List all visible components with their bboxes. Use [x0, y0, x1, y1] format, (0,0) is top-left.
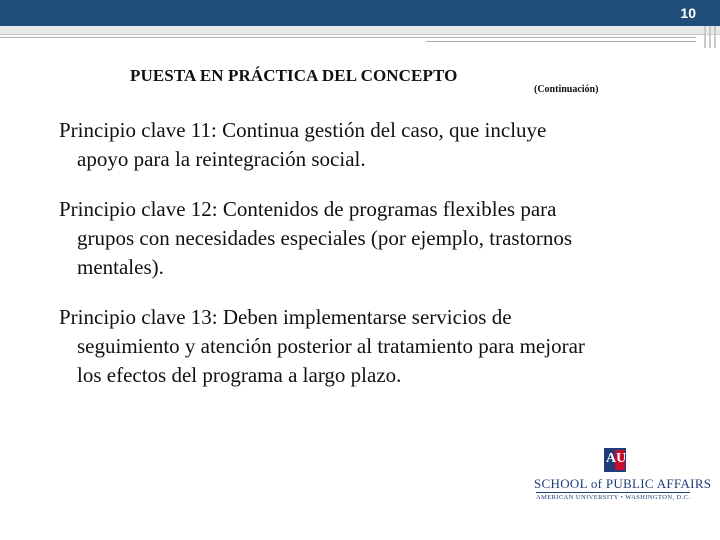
header-stripe — [0, 26, 720, 35]
principle-text: los efectos del programa a largo plazo. — [77, 363, 402, 387]
principle-11 — [59, 116, 669, 174]
page-number: 10 — [680, 5, 696, 21]
header-bar — [0, 0, 720, 26]
principle-text: : Deben implementarse servicios de — [211, 305, 512, 329]
principle-label: Principio clave 11: — [59, 118, 217, 142]
principle-text: Continua gestión del caso, que incluye — [216, 118, 547, 142]
principle-13 — [59, 303, 669, 390]
header-decoration — [702, 26, 720, 48]
logo-mark-text: AU — [606, 451, 627, 466]
principle-label: Principio clave 13 — [59, 305, 212, 329]
principle-text: Contenidos de programas flexibles para — [217, 197, 557, 221]
au-logo-icon — [604, 448, 626, 472]
logo-school-name: SCHOOL of PUBLIC AFFAIRS — [534, 476, 712, 491]
principle-text: grupos con necesidades especiales (por ejemplo, trastornos — [77, 226, 573, 250]
school-logo — [534, 448, 712, 504]
principle-label: Principio clave 12: — [59, 197, 218, 221]
principle-12 — [59, 195, 669, 282]
header-rule — [0, 37, 696, 38]
principle-text: mentales). — [77, 255, 164, 279]
principle-text: apoyo para la reintegración social. — [77, 147, 366, 171]
principle-text: seguimiento y atención posterior al tratamiento para mejorar — [77, 334, 585, 358]
header-rule-short — [426, 41, 696, 42]
slide-subtitle: (Continuación) — [534, 84, 599, 95]
slide-title: PUESTA EN PRÁCTICA DEL CONCEPTO — [130, 66, 458, 85]
logo-location: AMERICAN UNIVERSITY • WASHINGTON, D.C. — [536, 494, 691, 501]
